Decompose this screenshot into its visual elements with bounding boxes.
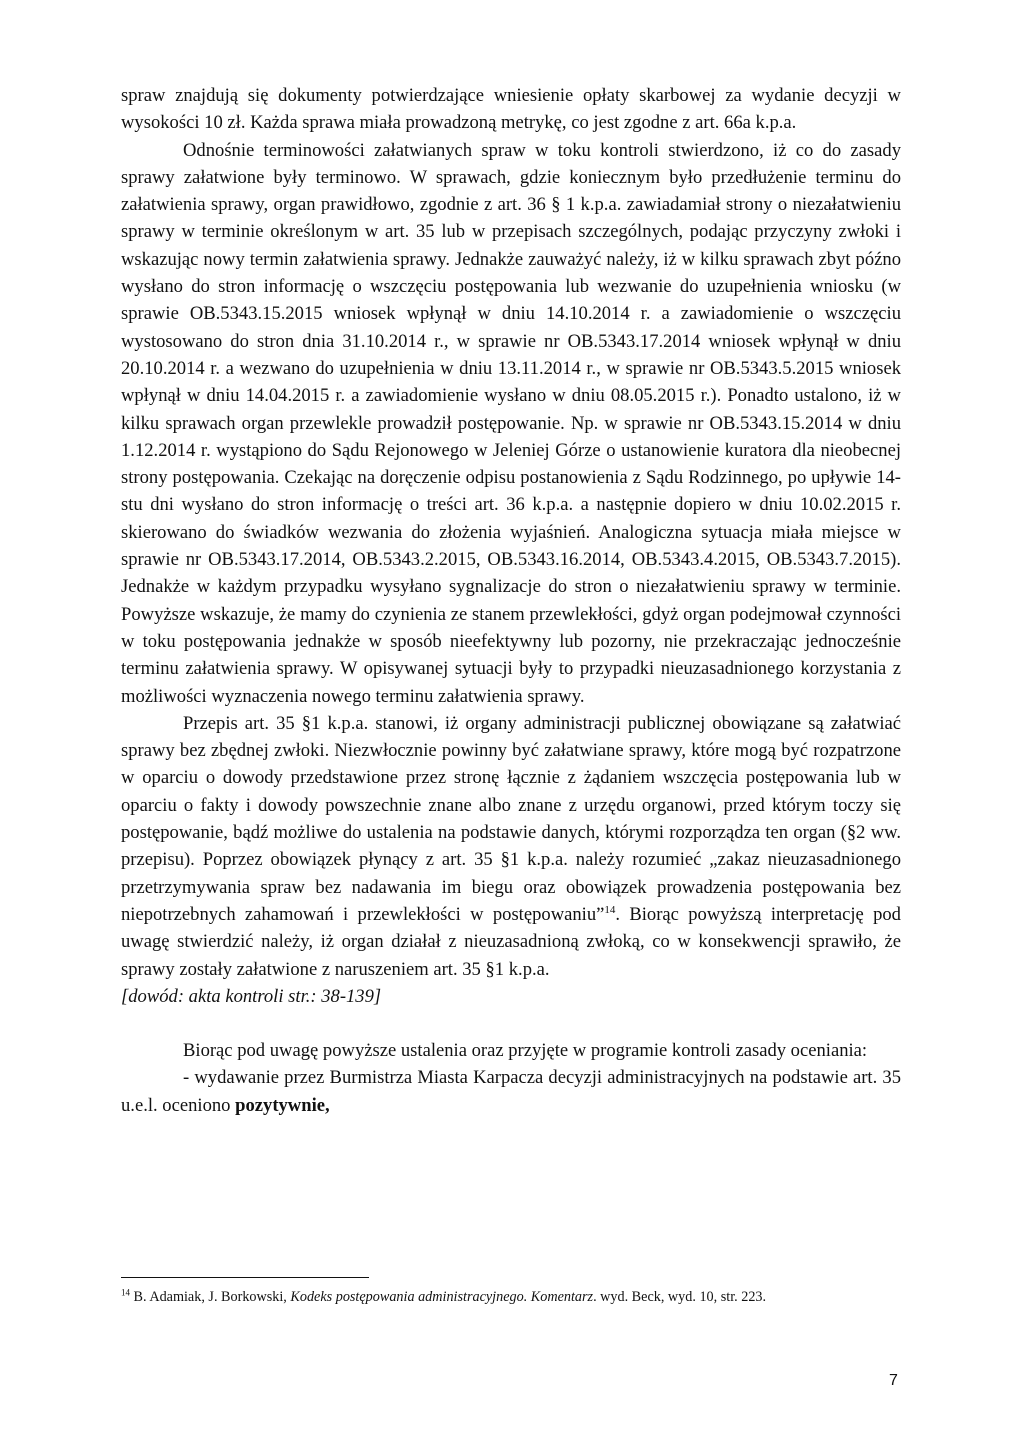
footnote-reference: 14 (604, 903, 616, 916)
page-number: 7 (889, 1372, 898, 1389)
footnote-details: . wyd. Beck, wyd. 10, str. 223. (593, 1289, 767, 1305)
assessment-text: - wydawanie przez Burmistrza Miasta Karpacza decyzji administracyjnych na podstawie art. 35 u.e.l. oceniono (121, 1067, 901, 1116)
paragraph-gap (121, 1010, 901, 1037)
paragraph-1: spraw znajdują się dokumenty potwierdzające wniesienie opłaty skarbowej za wydanie decyzji w wysokości 10 zł. Każda sprawa miała prowadzoną metrykę, co jest zgodne z art. 66a k.p.a. (121, 85, 901, 134)
footnote (121, 1287, 901, 1307)
paragraph-3 (121, 710, 901, 983)
paragraph-2: Odnośnie terminowości załatwianych spraw w toku kontroli stwierdzono, iż co do zasady sprawy załatwione były terminowo. W sprawach, gdzie koniecznym było przedłużenie terminu do załatwienia sprawy, organ prawidłowo, zgodnie z art. 36 § 1 k.p.a. zawiadamiał strony o niezałatwieniu sprawy w terminie określonym w art. 35 lub w przepisach szczególnych, podając przyczyny zwłoki i wskazując nowy termin załatwienia sprawy. Jednakże zauważyć należy, iż w kilku sprawach zbyt późno wysłano do stron informację o wszczęciu postępowania lub wezwanie do uzupełnienia wniosku (w sprawie OB.5343.15.2015 wniosek wpłynął w dniu 14.10.2014 r. a zawiadomienie o wszczęciu wystosowano do stron dnia 31.10.2014 r., w sprawie nr OB.5343.17.2014 wniosek wpłynął w dniu 20.10.2014 r. a wezwano do uzupełnienia w dniu 13.11.2014 r., w sprawie nr OB.5343.5.2015 wniosek wpłynął w dniu 14.04.2015 r. a zawiadomienie wysłano w dniu 08.05.2015 r.). Ponadto ustalono, iż w kilku sprawach organ przewlekle prowadził postępowanie. Np. w sprawie nr OB.5343.15.2014 w dniu 1.12.2014 r. wystąpiono do Sądu Rejonowego w Jeleniej Górze o ustanowienie kuratora dla nieobecnej strony postępowania. Czekając na doręczenie odpisu postanowienia z Sądu Rodzinnego, po upływie 14-stu dni wysłano do stron informację o treści art. 36 k.p.a. a następnie dopiero w dniu 10.02.2015 r. skierowano do świadków wezwania do złożenia wyjaśnień. Analogiczna sytuacja miała miejsce w sprawie nr OB.5343.17.2014, OB.5343.2.2015, OB.5343.16.2014, OB.5343.4.2015, OB.5343.7.2015). Jednakże w każdym przypadku wysyłano sygnalizacje do stron o niezałatwieniu sprawy w terminie. Powyższe wskazuje, że mamy do czynienia ze stanem przewlekłości, gdyż organ podejmował czynności w toku postępowania jednakże w sposób nieefektywny lub pozorny, nie przekraczając jednocześnie terminu załatwienia sprawy. W opisywanej sytuacji były to przypadki nieuzasadnionego korzystania z możliwości wyznaczenia nowego terminu załatwienia sprawy. (121, 139, 901, 707)
assessment-result: pozytywnie, (235, 1094, 330, 1116)
footnote-title: Kodeks postępowania administracyjnego. Komentarz (290, 1289, 594, 1305)
paragraph-3-text-end: . Biorąc powyższą interpretację pod uwagę stwierdzić należy, iż organ działał z nieuzasadnioną zwłoką, co w konsekwencji sprawiło, że sprawy zostały załatwione z naruszeniem art. 35 §1 k.p.a. (121, 903, 901, 980)
paragraph-3-text: Przepis art. 35 §1 k.p.a. stanowi, iż organy administracji publicznej obowiązane są załatwiać sprawy bez zbędnej zwłoki. Niezwłocznie powinny być załatwiane sprawy, które mogą być rozpatrzone w oparciu o dowody przedstawione przez stronę łącznie z żądaniem wszczęcia postępowania lub w oparciu o fakty i dowody powszechnie znane albo znane z urzędu organowi, przed którym toczy się postępowanie, bądź możliwe do ustalenia na podstawie danych, którymi rozporządza ten organ (§2 ww. przepisu). Poprzez obowiązek płynący z art. 35 §1 k.p.a. należy rozumieć „zakaz nieuzasadnionego przetrzymywania spraw bez nadawania im biegu oraz obowiązek prowadzenia postępowania bez niepotrzebnych zahamowań i przewlekłości w postępowaniu” (121, 712, 901, 925)
footnote-number: 14 (121, 1287, 130, 1298)
evidence-note: [dowód: akta kontroli str.: 38-139] (121, 985, 382, 1007)
assessment-item (121, 1064, 901, 1119)
paragraph-4: Biorąc pod uwagę powyższe ustalenia oraz przyjęte w programie kontroli zasady oceniania: (183, 1040, 868, 1062)
body-text (121, 82, 901, 1119)
footnote-separator (121, 1277, 369, 1278)
footnote-authors: B. Adamiak, J. Borkowski, (130, 1289, 291, 1305)
